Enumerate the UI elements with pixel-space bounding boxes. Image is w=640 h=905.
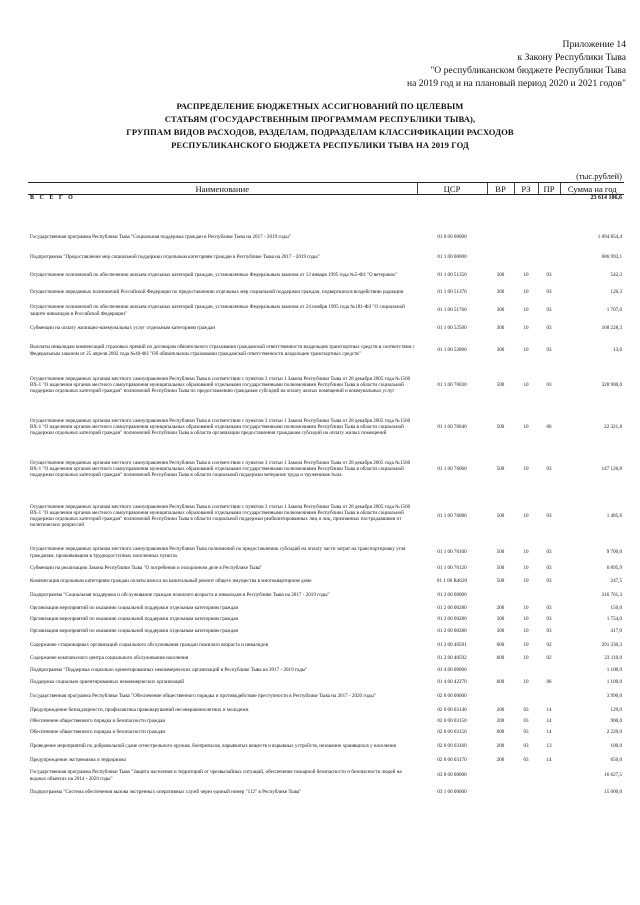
cell-sum: 23 110,0 bbox=[604, 655, 622, 662]
cell-sum: 328 900,0 bbox=[601, 381, 622, 388]
cell-vr: 200 bbox=[496, 718, 505, 725]
cell-pr: 06 bbox=[546, 423, 552, 430]
cell-vr: 300 bbox=[496, 325, 505, 332]
header-vr: ВР bbox=[487, 183, 514, 195]
cell-rz bbox=[514, 664, 538, 677]
cell-sum bbox=[560, 209, 624, 227]
cell-vr: 300 bbox=[496, 616, 505, 623]
cell-rz: 10 bbox=[523, 605, 529, 612]
cell-rz: 10 bbox=[523, 307, 529, 314]
cell-pr: 03 bbox=[546, 272, 552, 279]
cell-vr: 600 bbox=[496, 679, 505, 686]
table-row bbox=[28, 755, 624, 766]
cell-rz: 03 bbox=[523, 729, 529, 736]
cell-pr: 02 bbox=[546, 641, 552, 648]
cell-rz: 03 bbox=[523, 718, 529, 725]
table-row bbox=[28, 248, 624, 267]
table-row bbox=[28, 563, 624, 574]
table-row bbox=[28, 209, 624, 227]
table-row bbox=[28, 625, 624, 637]
cell-code: 01 1 00 51370 bbox=[437, 289, 467, 296]
cell-rz: 10 bbox=[523, 565, 529, 572]
cell-sum: 126,3 bbox=[610, 289, 622, 296]
cell-code: 01 2 00 00280 bbox=[437, 616, 467, 623]
cell-name: Субвенции на реализацию Закона Республики Тыва "О погребении и похоронном деле в Республике Тыва" bbox=[30, 565, 263, 572]
table-row bbox=[28, 490, 624, 542]
cell-sum: 1 100,0 bbox=[606, 667, 622, 674]
cell-rz: 10 bbox=[523, 577, 529, 584]
cell-code: 01 2 00 00280 bbox=[437, 627, 467, 634]
cell-pr: 14 bbox=[546, 718, 552, 725]
cell-rz: 10 bbox=[523, 289, 529, 296]
cell-vr: 300 bbox=[496, 307, 505, 314]
cell-name: Осуществление переданных органам местного самоуправления Республики Тыва в соответствии с пунктом 3 статьи 1 Закона Республики Тыва от 28 декабря 2005 года №1560 ВХ-1 "О наделении органов местного самоуправления муниципальных образований отдельными государственными полномочиями Республики Тыва в области социальной поддержки отдельных категорий граждан" полномочий Республики Тыва в области социальной поддержки реабилитированных лиц и лиц, признанных пострадавшими от политических репрессий bbox=[30, 503, 411, 529]
cell-pr: 03 bbox=[546, 605, 552, 612]
table-row bbox=[28, 284, 624, 301]
cell-pr: 03 bbox=[546, 307, 552, 314]
cell-sum: 1 100,0 bbox=[606, 679, 622, 686]
cell-vr: 500 bbox=[496, 423, 505, 430]
cell-vr: 600 bbox=[496, 729, 505, 736]
cell-rz bbox=[514, 785, 538, 799]
cell-pr: 14 bbox=[546, 757, 552, 764]
table-row bbox=[28, 688, 624, 705]
cell-name: Государственная программа Республики Тыва "Социальная поддержка граждан в Республике Тыва на 2017 - 2019 годы" bbox=[30, 234, 291, 241]
cell-sum: 9 700,0 bbox=[606, 549, 622, 556]
table-row bbox=[28, 664, 624, 677]
cell-name: Осуществление переданных органам местного самоуправления Республики Тыва в соответствии с пунктом 3 статьи 1 Закона Республики Тыва от 28 декабря 2005 года №1560 ВХ-1 "О наделении органов местного самоуправления муниципальных образований отдельными государственными полномочиями Республики Тыва в области социальной поддержки отдельных категорий граждан" полномочий Республики Тыва в области социальной поддержки ветеранов труда и тружеников тыла bbox=[30, 459, 411, 479]
cell-name: Обеспечение общественного порядка и безопасности граждан bbox=[30, 718, 166, 725]
cell-sum: 1 485,6 bbox=[606, 512, 622, 519]
cell-rz: 10 bbox=[523, 381, 529, 388]
header-rz: РЗ bbox=[514, 183, 538, 195]
cell-sum: 2 220,0 bbox=[606, 729, 622, 736]
cell-rz: 03 bbox=[523, 757, 529, 764]
cell-code: 02 0 00 03160 bbox=[437, 743, 467, 750]
cell-name: Организация мероприятий по оказанию социальной поддержки отдельным категориям граждан bbox=[30, 616, 239, 623]
cell-name: Подпрограмма "Поддержка социально ориентированных некоммерческих организаций в Республике Тыва на 2017 - 2019 годы" bbox=[30, 667, 308, 674]
cell-pr: 03 bbox=[546, 325, 552, 332]
cell-rz: 03 bbox=[523, 743, 529, 750]
cell-pr bbox=[538, 766, 560, 785]
units-label: (тыс.рублей) bbox=[576, 171, 622, 181]
total-label: В С Е Г О bbox=[30, 195, 75, 201]
cell-sum: 650,0 bbox=[610, 757, 622, 764]
cell-name: Государственная программа Республики Тыва "Обеспечение общественного порядка и противодействие преступности в Республике Тыва на 2017 - 2020 годы" bbox=[30, 693, 376, 700]
table-row bbox=[28, 227, 624, 248]
cell-pr bbox=[538, 209, 560, 227]
cell-code: 01 2 00 00000 bbox=[437, 592, 467, 599]
header-pr: ПР bbox=[538, 183, 560, 195]
cell-sum: 6 895,9 bbox=[606, 565, 622, 572]
title-line: ГРУППАМ ВИДОВ РАСХОДОВ, РАЗДЕЛАМ, ПОДРАЗДЕЛАМ КЛАССИФИКАЦИИ РАСХОДОВ bbox=[126, 127, 514, 137]
cell-vr: 500 bbox=[496, 565, 505, 572]
cell-name: Предупреждение экстремизма и терроризма bbox=[30, 757, 126, 764]
table-row bbox=[28, 603, 624, 614]
cell-code: 01 1 00 76030 bbox=[437, 381, 467, 388]
cell-vr: 300 bbox=[496, 347, 505, 354]
cell-sum: 1 094 854,4 bbox=[597, 234, 622, 241]
cell-rz: 10 bbox=[523, 423, 529, 430]
cell-code: 01 1 00 R4620 bbox=[436, 577, 468, 584]
cell-pr: 02 bbox=[546, 655, 552, 662]
cell-code: 01 4 00 42270 bbox=[437, 679, 467, 686]
cell-name: Государственная программа Республики Тыва "Защита населения и территорий от чрезвычайных ситуаций, обеспечение пожарной безопасности и безопасности людей на водных объектах на 2014 - 2020 годы" bbox=[30, 769, 402, 782]
cell-code: 02 0 00 00000 bbox=[437, 693, 467, 700]
table-row bbox=[28, 677, 624, 688]
cell-vr: 200 bbox=[496, 757, 505, 764]
cell-sum: 1 754,0 bbox=[606, 616, 622, 623]
total-sum: 23 614 106,6 bbox=[590, 195, 622, 201]
cell-vr: 300 bbox=[496, 627, 505, 634]
cell-sum: 129,0 bbox=[610, 707, 622, 714]
cell-code: 01 1 00 52800 bbox=[437, 347, 467, 354]
cell-code: 01 1 00 76100 bbox=[437, 549, 467, 556]
cell-rz: 10 bbox=[523, 655, 529, 662]
cell-sum: 3 990,0 bbox=[606, 693, 622, 700]
cell-rz: 10 bbox=[523, 325, 529, 332]
cell-rz: 10 bbox=[523, 272, 529, 279]
cell-pr bbox=[538, 227, 560, 248]
cell-code: 01 2 00 00280 bbox=[437, 605, 467, 612]
header-csr: ЦСР bbox=[417, 183, 487, 195]
cell-pr bbox=[538, 588, 560, 603]
cell-sum: 150,0 bbox=[610, 605, 622, 612]
title-line: РЕСПУБЛИКАНСКОГО БЮДЖЕТА РЕСПУБЛИКИ ТЫВА НА 2019 ГОД bbox=[171, 140, 469, 150]
cell-sum: 900,0 bbox=[610, 718, 622, 725]
cell-code: 01 1 00 76080 bbox=[437, 512, 467, 519]
cell-sum: 316 761,3 bbox=[601, 592, 622, 599]
table-row bbox=[28, 614, 624, 625]
cell-vr bbox=[487, 248, 514, 267]
table-row bbox=[28, 364, 624, 406]
cell-pr: 03 bbox=[546, 347, 552, 354]
cell-code: 01 1 00 00000 bbox=[437, 254, 467, 261]
cell-sum: 15 000,0 bbox=[604, 788, 622, 795]
cell-name: Компенсация отдельным категориям граждан оплаты взноса на капитальный ремонт общего имущества в многоквартирном доме bbox=[30, 577, 312, 584]
cell-code bbox=[417, 209, 487, 227]
cell-rz bbox=[514, 588, 538, 603]
table-row bbox=[28, 406, 624, 448]
cell-rz: 03 bbox=[523, 707, 529, 714]
table-row bbox=[28, 574, 624, 588]
cell-code: 01 1 00 51350 bbox=[437, 272, 467, 279]
table-row bbox=[28, 716, 624, 727]
table-row bbox=[28, 320, 624, 337]
cell-code: 01 1 00 76120 bbox=[437, 565, 467, 572]
cell-name: Подпрограмма "Социальная поддержка и обслуживание граждан пожилого возраста и инвалидов в Республике Тыва на 2017 - 2019 годы" bbox=[30, 592, 330, 599]
cell-code: 01 1 00 76060 bbox=[437, 465, 467, 472]
cell-pr: 03 bbox=[546, 565, 552, 572]
cell-vr bbox=[487, 785, 514, 799]
table-row bbox=[28, 448, 624, 490]
cell-name: Выплаты инвалидам компенсаций страховых премий по договорам обязательного страхования гражданской ответственности владельцев транспортных средств в соответствии с Федеральным законом от 25 апреля 2002 года №40-ФЗ "Об обязательном страховании гражданской ответственности владельцев транспортных средств" bbox=[30, 344, 415, 357]
cell-name: Субвенции на оплату жилищно-коммунальных услуг отдельным категориям граждан bbox=[30, 325, 216, 332]
cell-rz: 10 bbox=[523, 627, 529, 634]
cell-pr: 13 bbox=[546, 743, 552, 750]
cell-name: Осуществление полномочий по обеспечению жильем отдельных категорий граждан, установленных Федеральным законом от 24 ноября 1995 года №181-ФЗ "О социальной защите инвалидов в Российской Федерации" bbox=[30, 304, 405, 317]
cell-vr: 200 bbox=[496, 605, 505, 612]
cell-vr: 500 bbox=[496, 465, 505, 472]
cell-sum: 291 330,3 bbox=[601, 641, 622, 648]
table-row bbox=[28, 738, 624, 755]
cell-pr bbox=[538, 688, 560, 705]
header-name: Наименование bbox=[28, 183, 417, 195]
cell-code: 01 1 00 52500 bbox=[437, 325, 467, 332]
cell-name: Организация мероприятий по оказанию социальной поддержки отдельным категориям граждан bbox=[30, 627, 239, 634]
cell-vr bbox=[487, 227, 514, 248]
table-row bbox=[28, 653, 624, 664]
cell-vr: 500 bbox=[496, 381, 505, 388]
cell-code: 01 2 00 40591 bbox=[437, 641, 467, 648]
cell-rz bbox=[514, 766, 538, 785]
cell-vr bbox=[487, 766, 514, 785]
table-row bbox=[28, 542, 624, 563]
cell-pr: 03 bbox=[546, 616, 552, 623]
cell-vr: 300 bbox=[496, 272, 505, 279]
cell-vr bbox=[487, 588, 514, 603]
cell-code: 02 0 00 03140 bbox=[437, 707, 467, 714]
cell-vr bbox=[487, 688, 514, 705]
cell-sum: 100,0 bbox=[610, 743, 622, 750]
total-row bbox=[28, 195, 624, 210]
cell-vr: 500 bbox=[496, 549, 505, 556]
table-row bbox=[28, 588, 624, 603]
title-line: РАСПРЕДЕЛЕНИЕ БЮДЖЕТНЫХ АССИГНОВАНИЙ ПО ЦЕЛЕВЫМ bbox=[176, 101, 464, 111]
cell-name: Организация мероприятий по оказанию социальной поддержки отдельным категориям граждан bbox=[30, 605, 239, 612]
cell-name: Подпрограмма "Предоставление мер социальной поддержки отдельным категориям граждан в Республике Тыва на 2017 - 2019 годы" bbox=[30, 254, 320, 261]
cell-vr: 600 bbox=[496, 641, 505, 648]
cell-sum: 147 126,8 bbox=[601, 465, 622, 472]
cell-rz: 10 bbox=[523, 347, 529, 354]
cell-pr: 03 bbox=[546, 549, 552, 556]
cell-vr bbox=[487, 209, 514, 227]
cell-vr: 200 bbox=[496, 707, 505, 714]
cell-pr: 03 bbox=[546, 512, 552, 519]
cell-pr: 03 bbox=[546, 627, 552, 634]
cell-sum: 22 321,8 bbox=[604, 423, 622, 430]
cell-sum: 168 228,3 bbox=[601, 325, 622, 332]
cell-pr: 03 bbox=[546, 465, 552, 472]
cell-rz: 10 bbox=[523, 679, 529, 686]
cell-code: 01 4 00 00000 bbox=[437, 667, 467, 674]
cell-vr: 200 bbox=[496, 743, 505, 750]
cell-name: Предупреждение безнадзорности, профилактика правонарушений несовершеннолетних и молодежи bbox=[30, 707, 249, 714]
cell-name: Осуществление переданных органам местного самоуправления Республики Тыва в соответствии с пунктом 3 статьи 1 Закона Республики Тыва от 28 декабря 2005 года №1560 ВХ-1 "О наделении органов местного самоуправления муниципальных образований отдельными государственными полномочиями Республики Тыва в области социальной поддержки отдельных категорий граждан" полномочий Республики Тыва по предоставлению гражданам субсидий на оплату жилых помещений и коммунальных услуг bbox=[30, 375, 411, 395]
cell-name: Осуществление полномочий по обеспечению жильем отдельных категорий граждан, установленных Федеральным законом от 12 января 1995 года №5-ФЗ "О ветеранах" bbox=[30, 272, 398, 279]
cell-code: 03 0 00 00000 bbox=[437, 772, 467, 779]
annex-line: "О республиканском бюджете Республики Тыва bbox=[430, 65, 626, 76]
cell-code: 02 0 00 03170 bbox=[437, 757, 467, 764]
annex-line: Приложение 14 bbox=[562, 39, 626, 50]
table-row bbox=[28, 337, 624, 364]
cell-name: Содержание комплексного центра социального обслуживания населения bbox=[30, 655, 189, 662]
cell-code: 01 1 00 51760 bbox=[437, 307, 467, 314]
cell-name bbox=[28, 209, 417, 227]
table-body bbox=[28, 195, 624, 800]
cell-code: 02 0 00 03150 bbox=[437, 718, 467, 725]
cell-pr: 14 bbox=[546, 729, 552, 736]
cell-sum: 542,3 bbox=[610, 272, 622, 279]
cell-name: Поддержка социально ориентированных некоммерческих организаций bbox=[30, 679, 185, 686]
table-row bbox=[28, 267, 624, 284]
table-row bbox=[28, 727, 624, 738]
cell-pr: 03 bbox=[546, 577, 552, 584]
cell-vr: 500 bbox=[496, 512, 505, 519]
cell-pr: 06 bbox=[546, 679, 552, 686]
cell-vr: 300 bbox=[496, 289, 505, 296]
cell-name: Проведение мероприятий по добровольной сдаче огнестрельного оружия, боеприпасов, взрывчатых веществ и взрывных устройств, незаконно хранящихся у населения bbox=[30, 743, 396, 750]
cell-code: 01 0 00 00000 bbox=[437, 234, 467, 241]
table-row bbox=[28, 301, 624, 320]
table-row bbox=[28, 766, 624, 785]
annex-reference bbox=[296, 38, 626, 90]
table-header-row bbox=[28, 183, 624, 195]
cell-sum: 686 993,1 bbox=[601, 254, 622, 261]
cell-vr: 600 bbox=[496, 655, 505, 662]
cell-rz: 10 bbox=[523, 465, 529, 472]
cell-vr: 500 bbox=[496, 577, 505, 584]
cell-pr: 03 bbox=[546, 381, 552, 388]
cell-sum: 13,6 bbox=[613, 347, 622, 354]
cell-sum: 247,5 bbox=[610, 577, 622, 584]
cell-name: Осуществление переданных органам местного самоуправления Республики Тыва в соответствии с пунктом 3 статьи 1 Закона Республики Тыва от 28 декабря 2005 года №1560 ВХ-1 "О наделении органов местного самоуправления муниципальных образований отдельными государственными полномочиями Республики Тыва в области социальной поддержки отдельных категорий граждан" полномочий Республики Тыва в области организации предоставления гражданам субсидий на оплату жилых помещений bbox=[30, 417, 411, 437]
cell-sum: 417,0 bbox=[610, 627, 622, 634]
cell-code: 01 2 00 40592 bbox=[437, 655, 467, 662]
cell-pr bbox=[538, 664, 560, 677]
document-title bbox=[40, 100, 600, 152]
cell-rz bbox=[514, 227, 538, 248]
cell-rz: 10 bbox=[523, 641, 529, 648]
cell-pr: 14 bbox=[546, 707, 552, 714]
cell-name: Обеспечение общественного порядка и безопасности граждан bbox=[30, 729, 166, 736]
cell-pr: 03 bbox=[546, 289, 552, 296]
budget-table bbox=[28, 182, 624, 799]
cell-rz bbox=[514, 248, 538, 267]
cell-rz: 10 bbox=[523, 616, 529, 623]
cell-rz: 10 bbox=[523, 512, 529, 519]
cell-sum: 16 627,5 bbox=[604, 772, 622, 779]
table-row bbox=[28, 637, 624, 653]
cell-sum: 1 707,0 bbox=[606, 307, 622, 314]
annex-line: на 2019 год и на плановый период 2020 и 2021 годов" bbox=[407, 78, 626, 89]
cell-rz: 10 bbox=[523, 549, 529, 556]
cell-name: Осуществление переданных полномочий Российской Федерации по предоставлению отдельных мер социальной поддержки граждан, подвергшихся воздействию радиации bbox=[30, 289, 404, 296]
table-row bbox=[28, 785, 624, 799]
cell-code: 01 1 00 76040 bbox=[437, 423, 467, 430]
cell-name: Содержание стационарных организаций социального обслуживания граждан пожилого возраста и инвалидов bbox=[30, 641, 268, 648]
cell-rz bbox=[514, 209, 538, 227]
cell-rz bbox=[514, 688, 538, 705]
cell-pr bbox=[538, 785, 560, 799]
cell-name: Подпрограмма "Система обеспечения вызова экстренных оперативных служб через единый номер "112" в Республике Тыва" bbox=[30, 788, 302, 795]
cell-name: Осуществление переданных органам местного самоуправления Республики Тыва полномочий по предоставлению субсидий на оплату части затрат на транспортировку угля гражданам, проживающим в труднодоступных населенных пунктах bbox=[30, 546, 406, 559]
title-line: СТАТЬЯМ (ГОСУДАРСТВЕННЫМ ПРОГРАММАМ РЕСПУБЛИКИ ТЫВА), bbox=[164, 114, 476, 124]
cell-pr bbox=[538, 248, 560, 267]
annex-line: к Закону Республики Тыва bbox=[517, 52, 626, 63]
cell-code: 02 0 00 03150 bbox=[437, 729, 467, 736]
cell-vr bbox=[487, 664, 514, 677]
header-sum: Сумма на год bbox=[560, 183, 624, 195]
cell-code: 03 1 00 00000 bbox=[437, 788, 467, 795]
table-row bbox=[28, 705, 624, 716]
